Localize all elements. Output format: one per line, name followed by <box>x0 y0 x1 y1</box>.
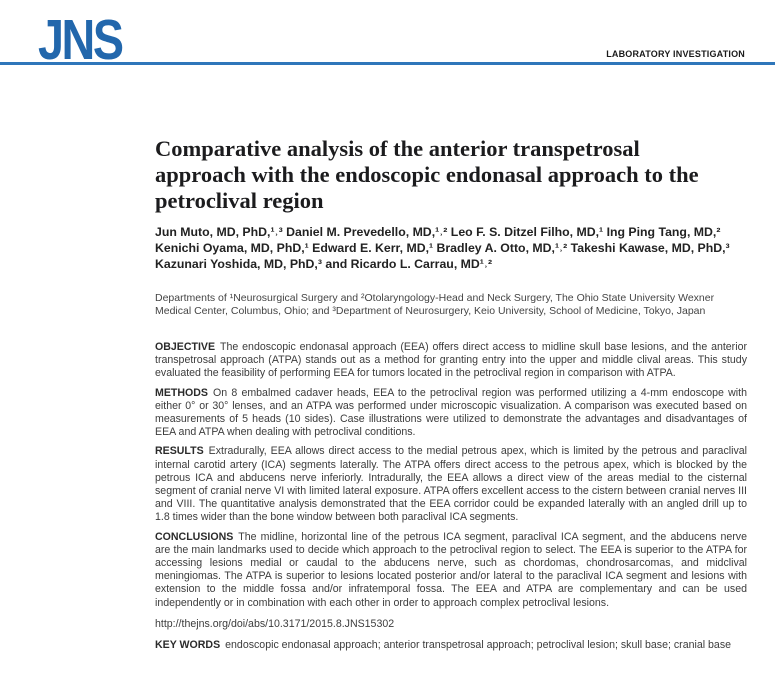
keywords-label: KEY WORDS <box>155 639 221 652</box>
author-list <box>155 224 747 272</box>
author-line-2: Kenichi Oyama, MD, PhD,¹ Edward E. Kerr, MD,¹ Bradley A. Otto, MD,¹˒² Takeshi Kawase, MD, PhD,³ <box>155 241 730 255</box>
affiliations <box>155 292 747 318</box>
conclusions-text: The midline, horizontal line of the petrous ICA segment, paraclival ICA segment, and the abducens nerve are the main landmarks used to decide which approach to the petroclival region to select. The EEA is superior to the ATPA for accessing lesions medial or caudal to the abducens nerve, such as chordomas, chondrosarcomas, and midclival meningiomas. The ATPA is superior to lesions located posterior and/or lateral to the paraclival ICA segment and lesions with extension to the middle fossa and/or infratemporal fossa. The EEA and ATPA are complementary and can be used independently or in combination with each other in order to approach complex petroclival lesions. <box>155 530 747 609</box>
article-title-line-3: petroclival region <box>155 188 324 213</box>
abstract-results <box>155 445 747 524</box>
article-first-page <box>155 136 747 652</box>
jns-logo: JNS <box>38 8 122 72</box>
abstract-objective <box>155 341 747 381</box>
journal-masthead <box>0 0 775 80</box>
article-category-label: LABORATORY INVESTIGATION <box>606 49 745 59</box>
objective-label: OBJECTIVE <box>155 341 216 353</box>
methods-label: METHODS <box>155 386 208 399</box>
keywords <box>155 639 747 652</box>
abstract <box>155 341 747 610</box>
results-label: RESULTS <box>155 445 204 458</box>
affiliation-line-2: Medical Center, Columbus, Ohio; and ³Department of Neurosurgery, Keio University, School of Medicine, Tokyo, Japan <box>155 305 706 317</box>
affiliation-line-1: Departments of ¹Neurosurgical Surgery and ²Otolaryngology-Head and Neck Surgery, The Ohio State University Wexner <box>155 292 715 304</box>
results-text: Extradurally, EEA allows direct access to the medial petrous apex, which is limited by the petrous and paraclival internal carotid artery (ICA) segments laterally. The ATPA offers direct access to the petrous apex, which is blocked by the petrous ICA and abducens nerve inferiorly. Intradurally, the EEA allows a direct view of the areas medial to the cisternal segment of cranial nerve VI with limited lateral exposure. ATPA offers excellent access to the cistern between cranial nerves III and VIII. The quantitative analysis demonstrated that the EEA corridor could be expanded laterally with an angled drill up to 1.8 times wider than the bone window between both paraclival ICA segments. <box>155 445 747 524</box>
article-title <box>155 136 747 214</box>
author-line-3: Kazunari Yoshida, MD, PhD,³ and Ricardo L. Carrau, MD¹˒² <box>155 257 493 271</box>
methods-text: On 8 embalmed cadaver heads, EEA to the petroclival region was performed utilizing a 4-mm endoscope with either 0° or 30° lenses, and an ATPA was performed under microscopic visualization. A comparison was executed based on measurements of 5 heads (10 sides). Case illustrations were utilized to demonstrate the advantages and disadvantages of EEA and ATPA when dealing with petroclival conditions. <box>155 386 747 439</box>
objective-text: The endoscopic endonasal approach (EEA) offers direct access to midline skull base lesions, and the anterior transpetrosal approach (ATPA) stands out as a method for granting entry into the upper and middle clival areas. This study evaluated the feasibility of performing EEA for tumors located in the petroclival region in comparison with ATPA. <box>155 341 747 380</box>
author-line-1: Jun Muto, MD, PhD,¹˒³ Daniel M. Prevedello, MD,¹˒² Leo F. S. Ditzel Filho, MD,¹ Ing Ping Tang, MD,² <box>155 225 721 239</box>
article-title-line-1: Comparative analysis of the anterior transpetrosal <box>155 136 640 161</box>
abstract-methods <box>155 387 747 440</box>
conclusions-label: CONCLUSIONS <box>155 530 234 543</box>
abstract-conclusions <box>155 531 747 610</box>
article-title-line-2: approach with the endoscopic endonasal approach to the <box>155 162 699 187</box>
doi-line <box>155 618 747 631</box>
doi-link[interactable]: http://thejns.org/doi/abs/10.3171/2015.8.JNS15302 <box>155 617 395 630</box>
keywords-text: endoscopic endonasal approach; anterior transpetrosal approach; petroclival lesion; skull base; cranial base <box>225 639 732 652</box>
